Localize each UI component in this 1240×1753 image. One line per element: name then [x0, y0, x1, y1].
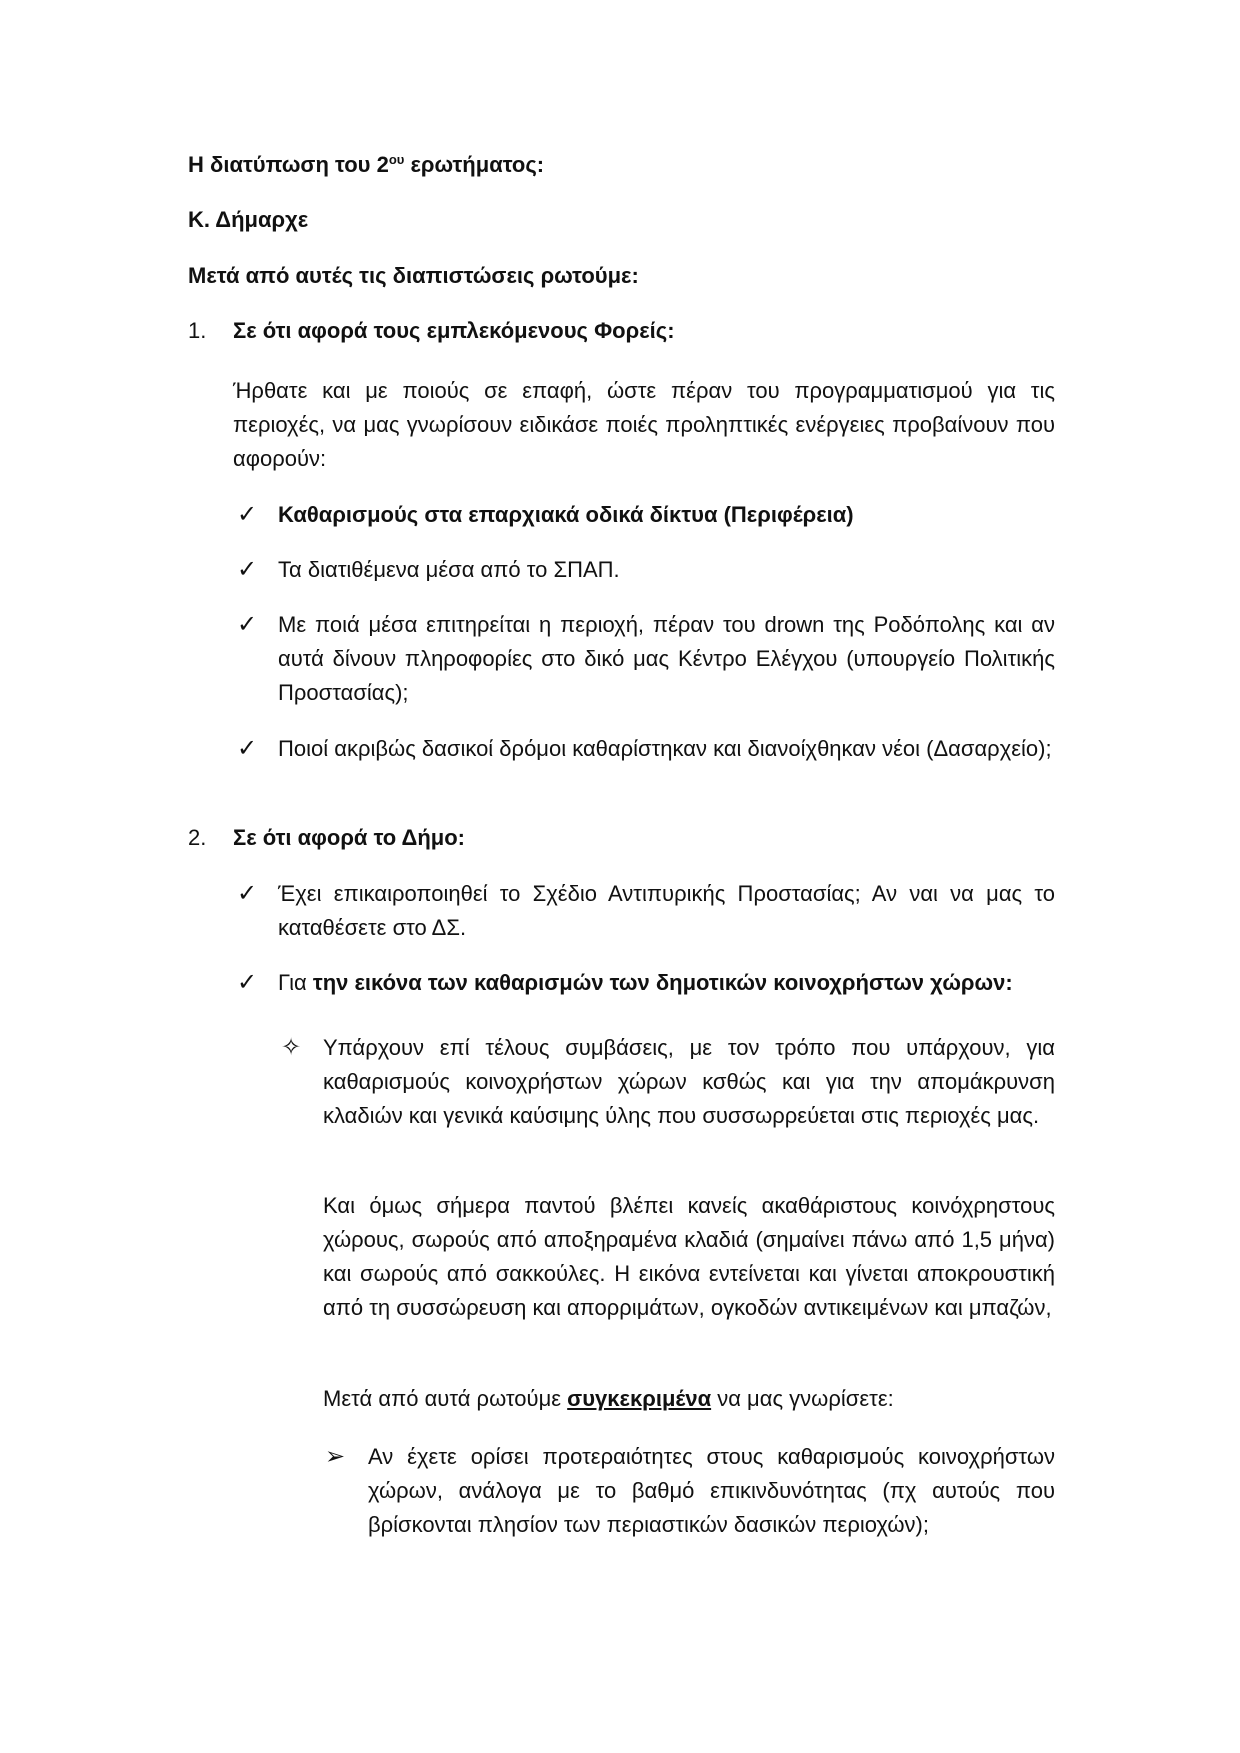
section2-item-2-bold: την εικόνα των καθαρισμών των δημοτικών κοινοχρήστων χώρων: [312, 970, 1013, 995]
section2-ask-line [323, 1382, 1055, 1416]
salutation: Κ. Δήμαρχε [188, 207, 309, 232]
section1-item-3: Με ποιά μέσα επιτηρείται η περιοχή, πέραν του drown της Ροδόπολης και αν αυτά δίνουν πληροφορίες στο δικό μας Κέντρο Ελέγχου (υπουργείο Πολιτικής Προστασίας); [278, 612, 1055, 705]
check-icon: ✓ [237, 880, 258, 907]
section2-number: 2. [188, 825, 207, 850]
section1-number: 1. [188, 318, 207, 343]
section2-item-1: Έχει επικαιροποιηθεί το Σχέδιο Αντιπυρικής Προστασίας; Αν ναι να μας το καταθέσετε στο ΔΣ. [278, 881, 1055, 940]
heading-text-end: ερωτήματος: [404, 152, 545, 177]
heading-superscript: ου [388, 152, 405, 167]
question-heading [188, 148, 544, 182]
section2-item-2-prefix: Για [278, 970, 313, 995]
check-icon: ✓ [237, 501, 258, 528]
star-icon: ✧ [281, 1034, 302, 1061]
section2-sub-item: Υπάρχουν επί τέλους συμβάσεις, με τον τρόπο που υπάρχουν, για καθαρισμούς κοινοχρήστων χώρων κσθώς και για την απομάκρυνση κλαδιών και γενικά καύσιμης ύλης που συσσωρρεύεται στις περιοχές μας. [323, 1035, 1055, 1128]
ask-text: Μετά από αυτά ρωτούμε [323, 1386, 568, 1411]
check-icon: ✓ [237, 556, 258, 583]
intro-line: Μετά από αυτές τις διαπιστώσεις ρωτούμε: [188, 263, 639, 288]
heading-text: Η διατύπωση του 2 [188, 152, 389, 177]
section1-item-1: Καθαρισμούς στα επαρχιακά οδικά δίκτυα (Περιφέρεια) [278, 502, 854, 527]
section2-item-2 [278, 966, 1055, 1000]
check-icon: ✓ [237, 969, 258, 996]
section1-paragraph: Ήρθατε και με ποιούς σε επαφή, ώστε πέραν του προγραμματισμού για τις περιοχές, να μας γνωρίσουν ειδικάσε ποιές προληπτικές ενέργειες προβαίνουν που αφορούν: [233, 378, 1055, 471]
ask-text-end: να μας γνωρίσετε: [711, 1386, 894, 1411]
check-icon: ✓ [237, 611, 258, 638]
section2-title: Σε ότι αφορά το Δήμο: [233, 825, 465, 850]
section1-item-2: Τα διατιθέμενα μέσα από το ΣΠΑΠ. [278, 557, 620, 582]
check-icon: ✓ [237, 735, 258, 762]
section2-sub-paragraph: Και όμως σήμερα παντού βλέπει κανείς ακαθάριστους κοινόχρηστους χώρους, σωρούς από αποξηραμένα κλαδιά (σημαίνει πάνω από 1,5 μήνα) και σωρούς από σακκούλες. Η εικόνα εντείνεται και γίνεται αποκρουστική από τη συσσώρευση και απορριμάτων, ογκοδών αντικειμένων και μπαζών, [323, 1193, 1055, 1320]
section1-item-4: Ποιοί ακριβώς δασικοί δρόμοι καθαρίστηκαν και διανοίχθηκαν νέοι (Δασαρχείο); [278, 736, 1052, 761]
section1-title: Σε ότι αφορά τους εμπλεκόμενους Φορείς: [233, 318, 675, 343]
arrow-icon: ➢ [325, 1443, 346, 1470]
ask-emphasis: συγκεκριμένα [567, 1386, 712, 1411]
section2-arrow-item: Αν έχετε ορίσει προτεραιότητες στους καθαρισμούς κοινοχρήστων χώρων, ανάλογα με το βαθμό επικινδυνότητας (πχ αυτούς που βρίσκονται πλησίον των περιαστικών δασικών περιοχών); [368, 1444, 1055, 1537]
